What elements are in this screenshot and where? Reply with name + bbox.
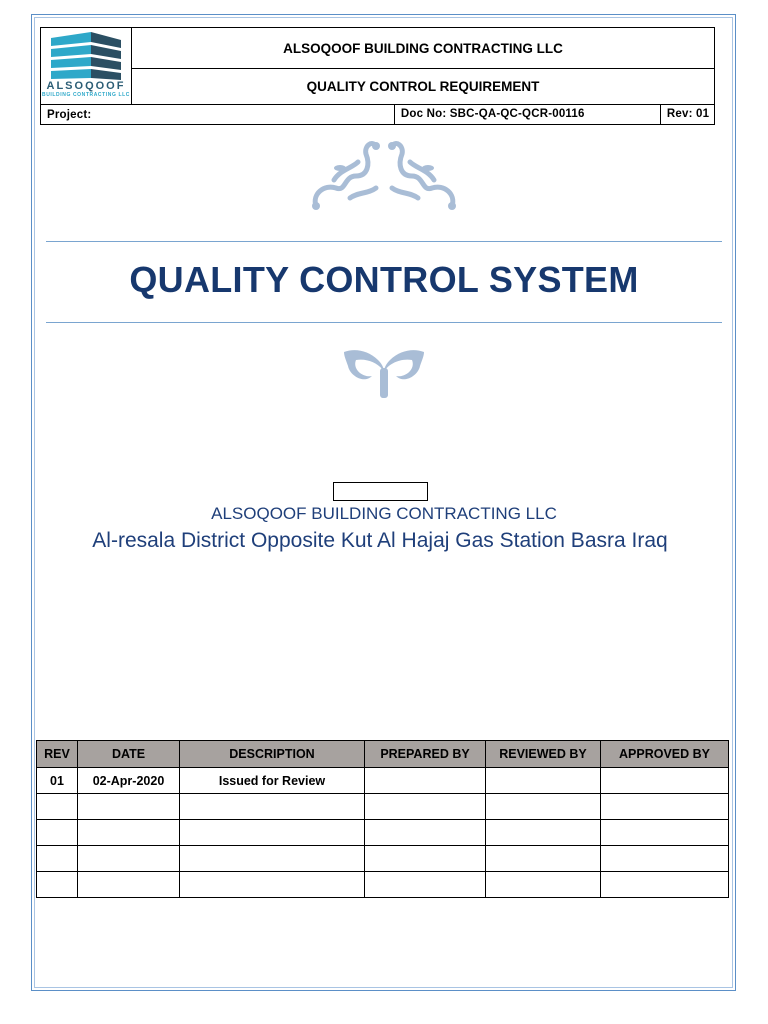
col-date: DATE (78, 741, 180, 768)
top-rule (46, 241, 722, 242)
revision-header-row (37, 741, 729, 768)
cell (365, 846, 486, 872)
col-reviewed-by: REVIEWED BY (486, 741, 601, 768)
table-row (37, 872, 729, 898)
revision-table (36, 740, 729, 898)
cell (365, 872, 486, 898)
table-row (37, 768, 729, 794)
cell (37, 846, 78, 872)
cell (365, 820, 486, 846)
company-name: ALSOQOOF BUILDING CONTRACTING LLC (211, 504, 557, 523)
cell (180, 820, 365, 846)
cell (78, 846, 180, 872)
cell (486, 846, 601, 872)
revision-number: Rev: 01 (666, 108, 710, 120)
building-logo-icon (51, 32, 121, 80)
cell (37, 794, 78, 820)
cell (486, 820, 601, 846)
top-flourish-ornament (310, 136, 458, 212)
col-description: DESCRIPTION (180, 741, 365, 768)
cell (78, 794, 180, 820)
cell (486, 794, 601, 820)
header-doc-title: QUALITY CONTROL REQUIREMENT (132, 69, 715, 105)
meta-right (394, 105, 714, 125)
middle-flourish-ornament (342, 346, 426, 400)
table-row (37, 820, 729, 846)
logo-subtitle: BUILDING CONTRACTING LLC (41, 92, 130, 98)
cell (486, 768, 601, 794)
cell (180, 872, 365, 898)
cell: Issued for Review (180, 768, 365, 794)
header-table (40, 27, 715, 125)
blank-box (333, 482, 428, 501)
cell (180, 846, 365, 872)
cell (37, 820, 78, 846)
cell: 01 (37, 768, 78, 794)
cell (78, 872, 180, 898)
cell (601, 872, 729, 898)
cell: 02-Apr-2020 (78, 768, 180, 794)
cell (601, 794, 729, 820)
logo-cell (41, 28, 132, 105)
header-company: ALSOQOOF BUILDING CONTRACTING LLC (132, 28, 715, 69)
project-field: Project: (41, 105, 395, 125)
company-address: Al-resala District Opposite Kut Al Hajaj Gas Station Basra Iraq (92, 529, 668, 552)
cell (365, 768, 486, 794)
table-row (37, 846, 729, 872)
bottom-rule (46, 322, 722, 323)
doc-number: Doc No: SBC-QA-QC-QCR-00116 (395, 105, 661, 124)
cell (601, 820, 729, 846)
logo-name: ALSOQOOF (46, 80, 126, 92)
cell (365, 794, 486, 820)
table-row (37, 794, 729, 820)
cell (601, 768, 729, 794)
col-approved-by: APPROVED BY (601, 741, 729, 768)
col-rev: REV (37, 741, 78, 768)
cell (486, 872, 601, 898)
cell (78, 820, 180, 846)
cell (601, 846, 729, 872)
col-prepared-by: PREPARED BY (365, 741, 486, 768)
main-title: QUALITY CONTROL SYSTEM (129, 259, 639, 300)
cell (180, 794, 365, 820)
cell (37, 872, 78, 898)
